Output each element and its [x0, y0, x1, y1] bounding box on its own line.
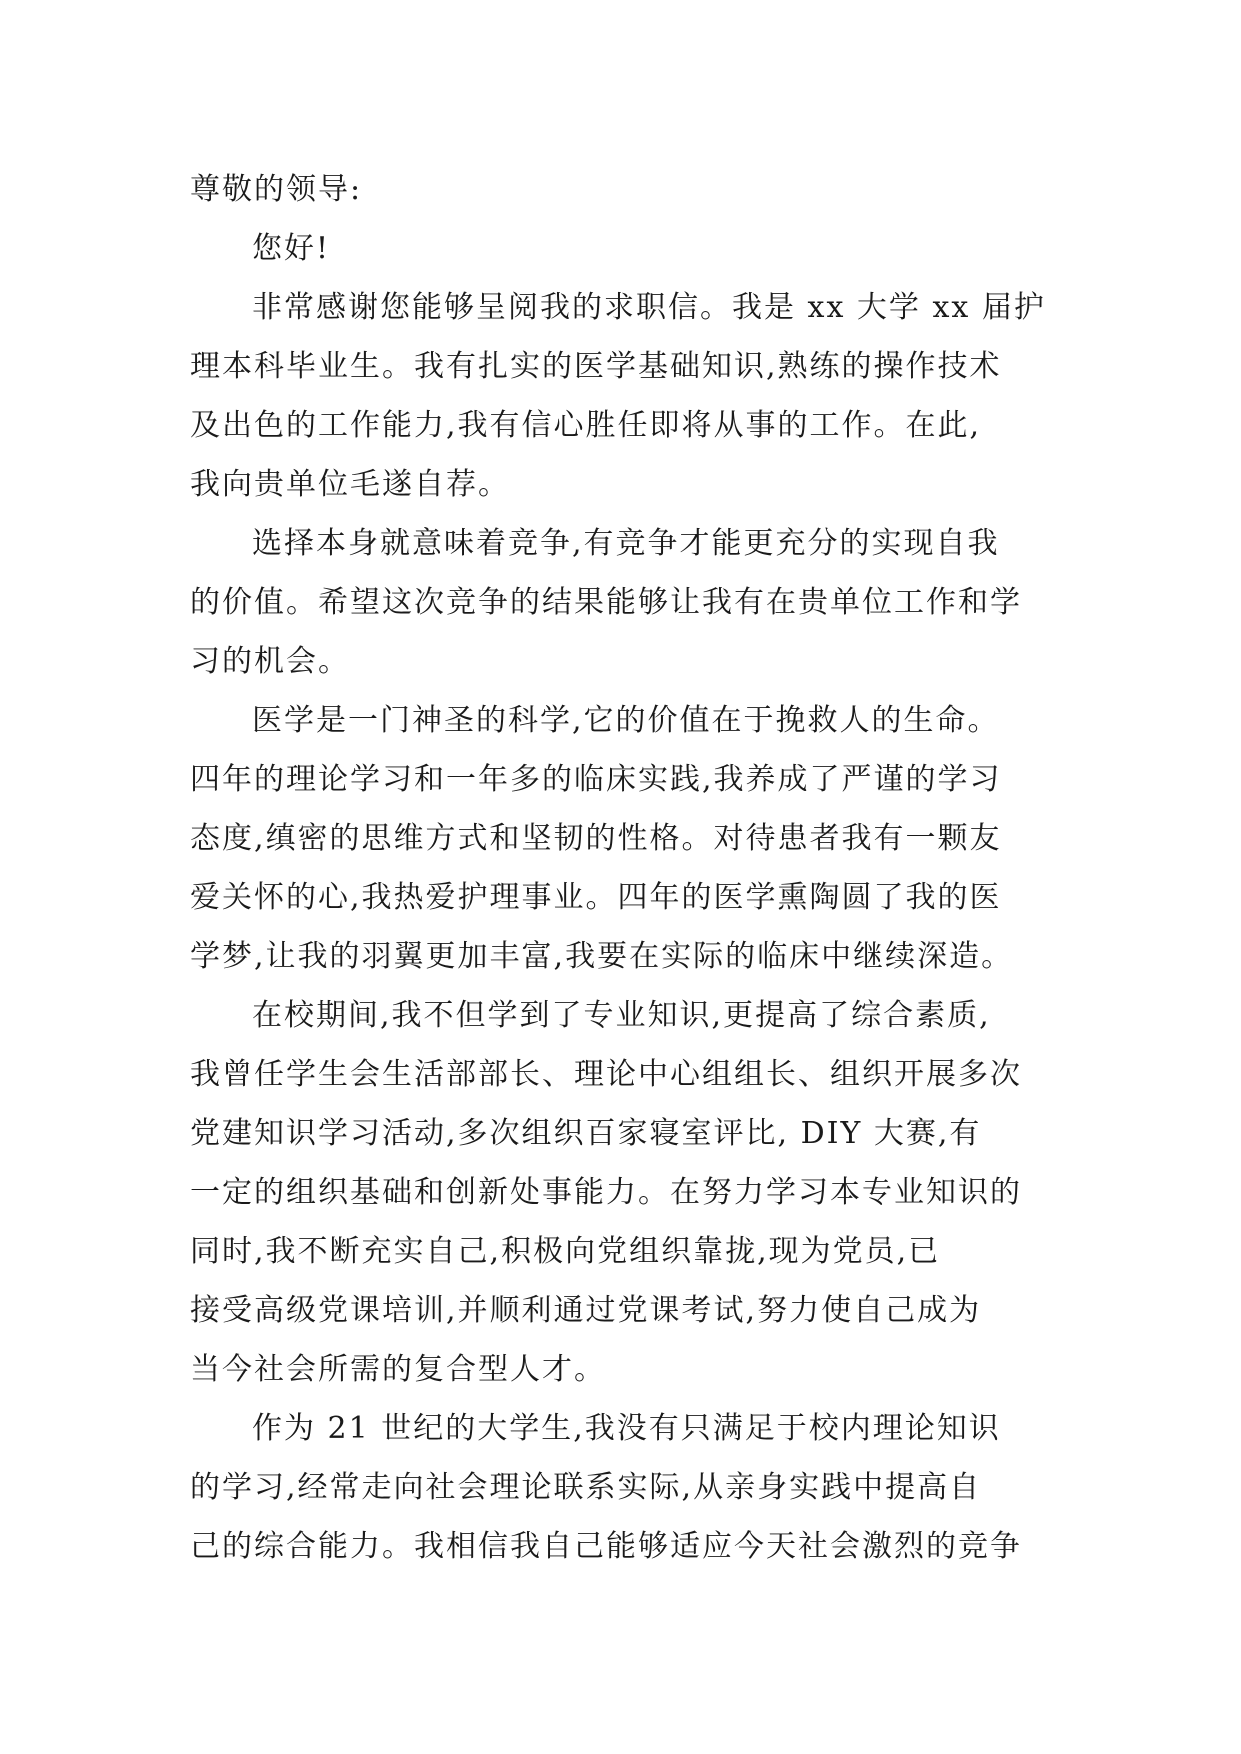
greeting: 您好!	[252, 231, 331, 266]
text-line: 己的综合能力。我相信我自己能够适应今天社会激烈的竞争	[190, 1529, 1022, 1564]
text-line: 一定的组织基础和创新处事能力。在努力学习本专业知识的	[190, 1175, 1022, 1210]
text-line: 医学是一门神圣的科学,它的价值在于挽救人的生命。	[252, 703, 1000, 738]
text-line: 态度,缜密的思维方式和坚韧的性格。对待患者我有一颗友	[190, 821, 1002, 856]
text-line: 在校期间,我不但学到了专业知识,更提高了综合素质,	[252, 998, 991, 1033]
text-line: 的价值。希望这次竞争的结果能够让我有在贵单位工作和学	[190, 585, 1022, 620]
text-line: 学梦,让我的羽翼更加丰富,我要在实际的临床中继续深造。	[190, 939, 1014, 974]
text-line: 接受高级党课培训,并顺利通过党课考试,努力使自己成为	[190, 1293, 982, 1328]
text-line: 爱关怀的心,我热爱护理事业。四年的医学熏陶圆了我的医	[190, 880, 1002, 915]
text-line: 四年的理论学习和一年多的临床实践,我养成了严谨的学习	[190, 762, 1002, 797]
letter-body	[190, 160, 1052, 1576]
text-line: 的学习,经常走向社会理论联系实际,从亲身实践中提高自	[190, 1470, 982, 1505]
text-line: 作为 21 世纪的大学生,我没有只满足于校内理论知识	[252, 1411, 1001, 1446]
text-line: 非常感谢您能够呈阅我的求职信。我是 xx 大学 xx 届护	[252, 290, 1046, 325]
text-line: 当今社会所需的复合型人才。	[190, 1352, 606, 1387]
text-line: 我向贵单位毛遂自荐。	[190, 467, 510, 502]
text-line: 党建知识学习活动,多次组织百家寝室评比, DIY 大赛,有	[190, 1116, 982, 1151]
text-line: 选择本身就意味着竞争,有竞争才能更充分的实现自我	[252, 526, 1000, 561]
text-line: 我曾任学生会生活部部长、理论中心组组长、组织开展多次	[190, 1057, 1022, 1092]
text-line: 同时,我不断充实自己,积极向党组织靠拢,现为党员,已	[190, 1234, 941, 1269]
text-line: 及出色的工作能力,我有信心胜任即将从事的工作。在此,	[190, 408, 982, 443]
text-line: 理本科毕业生。我有扎实的医学基础知识,熟练的操作技术	[190, 349, 1002, 384]
text-line: 习的机会。	[190, 644, 350, 679]
salutation: 尊敬的领导:	[190, 172, 363, 207]
letter-paragraphs	[190, 278, 1052, 1576]
